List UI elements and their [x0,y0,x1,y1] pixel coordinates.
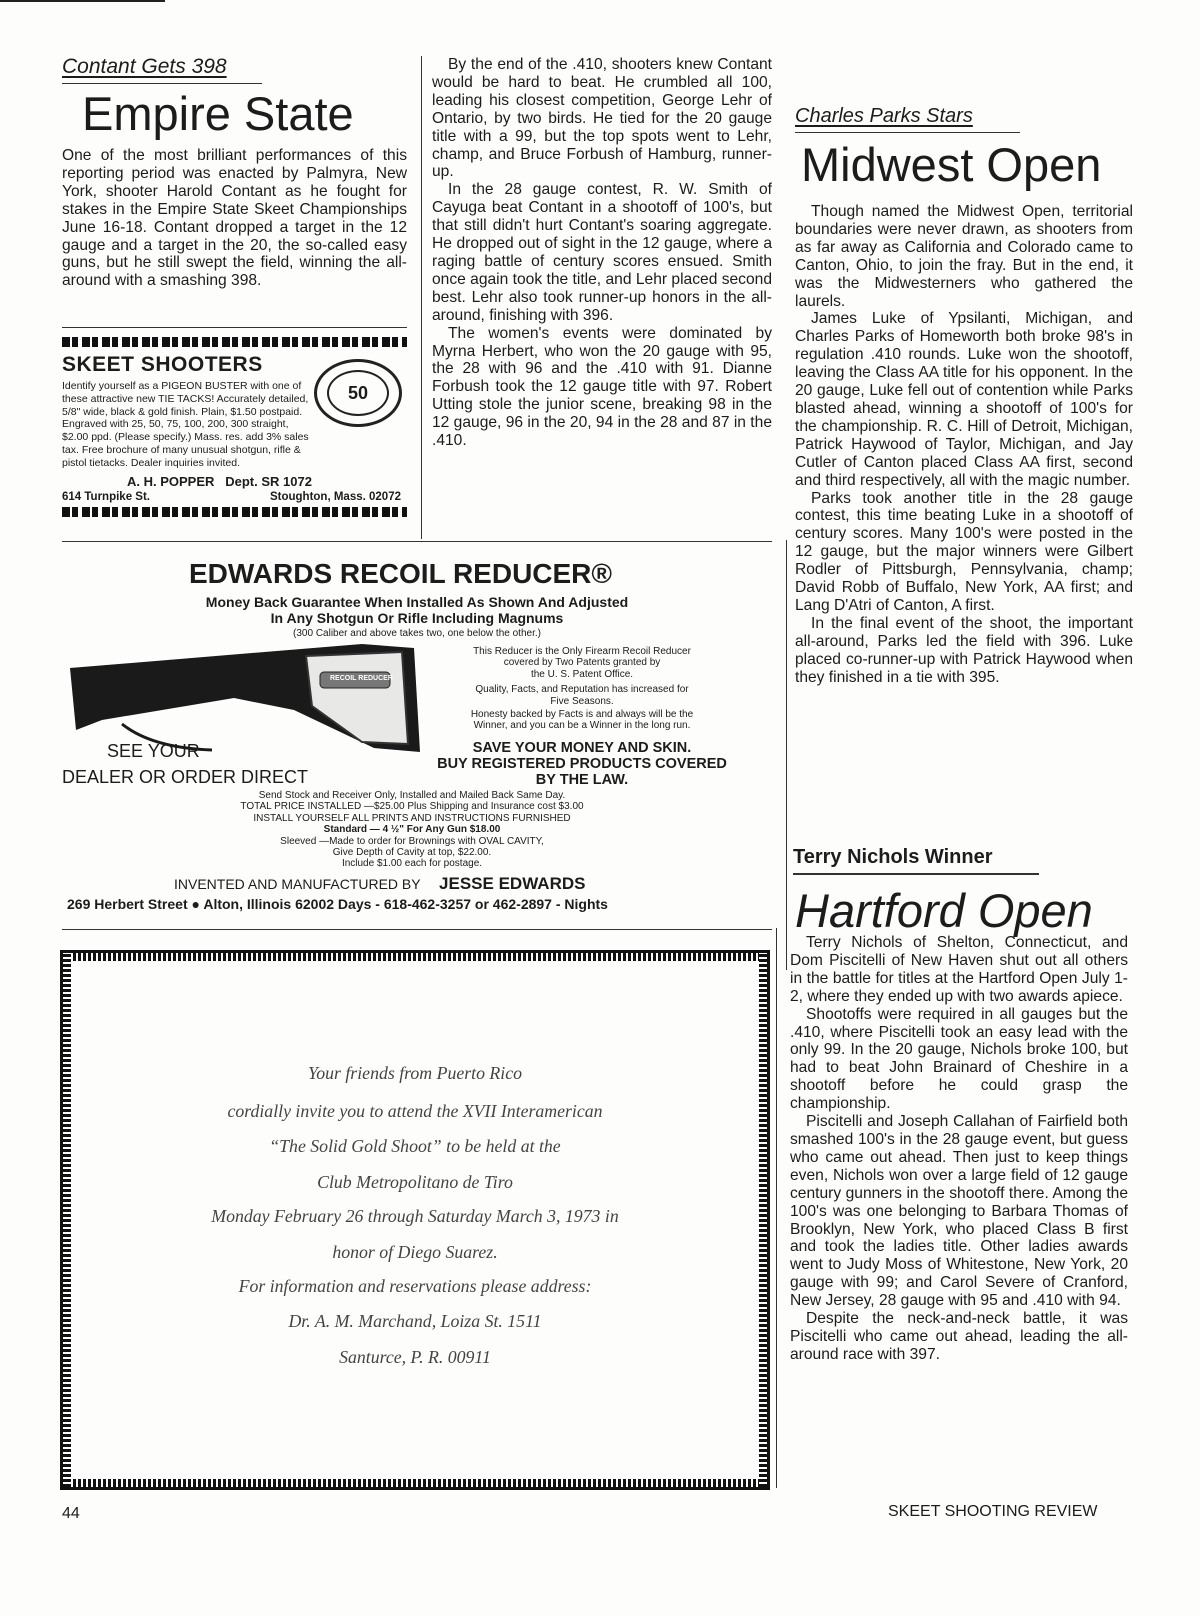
claim-7: Winner, and you can be a Winner in the long run. [473,720,691,732]
article-empire-state [62,55,422,140]
chain-border-top [62,337,407,347]
invitation-line-9: Santurce, P. R. 00911 [339,1347,491,1367]
column-rule-2 [786,540,787,970]
claim-1: This Reducer is the Only Firearm Recoil Reducer [473,646,691,657]
tie-tack-badge: 50 [327,370,389,416]
headline-hartford-open: Hartford Open [795,884,1093,937]
edwards-details [162,790,662,870]
edwards-ad-top-rule [62,541,772,542]
edwards-caliber-note: (300 Caliber and above takes two, one below the other.) [293,628,541,639]
article2-paragraph-2: James Luke of Ypsilanti, Michigan, and Charles Parks of Homeworth both broke 98's in regulation .410 rounds. Luke won the shootoff, leaving the Class AA title for his opponent. In the 20 gauge, Luke fell out of contention while Parks blasted ahead, winning a shootoff of 100's for the championship. R. C. Hill of Detroit, Michigan, Patrick Haywood of Taylor, Michigan, and Jay Cutler of Canton placed Class AA first, second and third respectively, all with the magic number. [795,310,1133,489]
see-your-text: SEE YOUR [107,741,200,761]
invitation-line-8: Dr. A. M. Marchand, Loiza St. 1511 [288,1311,542,1331]
edwards-ad-bottom-rule [62,929,772,930]
column-rule-3 [776,928,777,1488]
invitation-border-bottom [63,1479,767,1487]
claim-4: Quality, Facts, and Reputation has increased for [475,684,689,696]
invitation-line-2: cordially invite you to attend the XVII Interamerican [227,1101,603,1121]
article-midwest-open [795,105,1140,191]
invitation-border-top [63,953,767,961]
article1-col1-text [62,147,407,290]
article2-paragraph-1: Though named the Midwest Open, territorial boundaries were never drawn, as shooters from as far away as California and Colorado came to Canton, Ohio, to join the fray. But in the end, it was the Midwesterners who gathered the laurels. [795,203,1133,310]
detail-7: Include $1.00 each for postage. [341,858,483,870]
article-hartford-open [793,846,1138,937]
detail-5: Sleeved —Made to order for Brownings with OVAL CAVITY, [280,835,544,847]
article3-paragraph-3: Piscitelli and Joseph Callahan of Fairfield both smashed 100's in the 28 gauge event, but guess who came out ahead. Then just to keep things even, Nichols won over a large field of 12 gauge century gunners in the shootoff there. Among the 100's was one belonging to Barbara Thomas of Brooklyn, New York, who placed Class B first and took the ladies title. Other ladies awards went to Judy Moss of Whitestone, New York, 20 gauge with 99; and Carol Severe of Cranford, New Jersey, 28 gauge with 95 and .410 with 94. [790,1113,1128,1310]
skeet-ad-title: SKEET SHOOTERS [62,353,263,376]
dealer-text: DEALER OR ORDER DIRECT [62,767,309,787]
invitation-line-1: Your friends from Puerto Rico [307,1063,523,1083]
skeet-ad-street: 614 Turnpike St. [62,490,150,503]
article3-paragraph-2: Shootoffs were required in all gauges but the .410, where Piscitelli took an easy lead with the only 99. In the 20 gauge, Nichols broke 100, but had to beat John Brainard of Cheshire in a shootoff before he could grasp the championship. [790,1005,1128,1113]
detail-6: Give Depth of Cavity at top, $22.00. [332,847,492,859]
kicker3-underline [793,873,1039,875]
gun-stock-image [62,640,422,755]
invitation-line-4: Club Metropolitano de Tiro [317,1172,513,1192]
top-rule [0,0,165,2]
claim-3: the U. S. Patent Office. [530,668,634,680]
column-rule-1 [421,56,422,539]
headline-midwest-open: Midwest Open [801,138,1102,191]
detail-1: Send Stock and Receiver Only, Installed and Mailed Back Same Day. [258,790,566,801]
skeet-shooters-ad [62,337,407,540]
article1-paragraph-3: In the 28 gauge contest, R. W. Smith of Cayuga beat Contant in a shootoff of 100's, but that still didn't hurt Contant's soaring aggregate. He dropped out of sight in the 12 gauge, where a raging battle of century scores ensued. Smith once again took the title, and Lehr placed second best. Lehr also took runner-up honors in the all-around, finishing with 396. [432,181,772,324]
by-the-law-text: BY THE LAW. [535,772,629,788]
article3-text [790,934,1128,1364]
article2-paragraph-4: In the final event of the shoot, the important all-around, Parks led the field with 396. Luke placed co-runner-up with Patrick Haywood when they finished in a tie with 395. [795,614,1133,686]
claim-6: Honesty backed by Facts is and always will be the [470,709,694,721]
article2-text [795,203,1133,686]
article2-paragraph-3: Parks took another title in the 28 gauge contest, this time beating Luke in a shootoff of century scores. Many 100's were posted in the 12 gauge, but the major winners were Gilbert Rodler of Pittsburgh, Pennsylvania, champ; David Robb of Buffalo, New York, AA first; and Lang D'Atri of Canton, A first. [795,489,1133,614]
detail-3: INSTALL YOURSELF ALL PRINTS AND INSTRUCTIONS FURNISHED [253,812,571,824]
kicker-contant: Contant Gets 398 [62,55,227,78]
claim-2: covered by Two Patents granted by [503,657,661,669]
invitation-line-7: For information and reservations please address: [238,1276,592,1296]
kicker2-underline [795,132,1020,133]
kicker-underline [62,83,262,84]
article3-paragraph-4: Despite the neck-and-neck battle, it was Piscitelli who came out ahead, leading the all-around race with 397. [790,1310,1128,1363]
skeet-ad-top-rule [62,327,407,328]
kicker-terry-nichols: Terry Nichols Winner [793,846,993,868]
headline-empire-state: Empire State [82,87,354,140]
chain-border-bottom [62,507,407,517]
save-money-text: SAVE YOUR MONEY AND SKIN. [472,740,692,756]
article1-paragraph-2: By the end of the .410, shooters knew Contant would be hard to beat. He crumbled all 100, leading his closest competition, George Lehr of Ontario, by two birds. He tied for the 20 gauge title with a 99, but the top spots went to Lehr, champ, and Bruce Forbush of Hamburg, runner-up. [432,56,772,181]
tie-tack-image [314,359,402,427]
article1-paragraph-4: The women's events were dominated by Myrna Herbert, who won the 20 gauge with 95, the 28 with 96 and the .410 with 91. Dianne Forbush took the 12 gauge title with 97. Robert Utting stole the junior scene, breaking 98 in the 12 gauge, 96 in the 20, 94 in the 28 and 87 in the .410. [432,324,772,450]
detail-4: Standard — 4 ½" For Any Gun $18.00 [323,824,501,836]
edwards-recoil-ad [62,548,772,928]
detail-2: TOTAL PRICE INSTALLED —$25.00 Plus Shipping and Insurance cost $3.00 [240,801,584,813]
skeet-ad-company: A. H. POPPER Dept. SR 1072 [127,473,312,489]
invitation-line-5: Monday February 26 through Saturday March 3, 1973 in [211,1206,619,1226]
page-number: 44 [62,1505,80,1522]
kicker-charles-parks: Charles Parks Stars [795,105,973,127]
invented-by-text: INVENTED AND MANUFACTURED BY [174,876,421,892]
edwards-subtitle-1: Money Back Guarantee When Installed As Shown And Adjusted [205,594,629,610]
publication-name: SKEET SHOOTING REVIEW [888,1503,1098,1520]
skeet-ad-city: Stoughton, Mass. 02072 [269,490,401,503]
article1-col2-text [432,56,772,450]
buy-registered-text: BUY REGISTERED PRODUCTS COVERED [437,756,727,772]
article3-paragraph-1: Terry Nichols of Shelton, Connecticut, and Dom Piscitelli of New Haven shut out all others in the battle for titles at the Hartford Open July 1-2, where they ended up with two awards apiece. [790,934,1128,1005]
invitation-line-3: “The Solid Gold Shoot” to be held at the [269,1136,561,1156]
edwards-address: 269 Herbert Street ● Alton, Illinois 62002 Days - 618-462-3257 or 462-2897 - Nights [67,896,608,912]
edwards-inventor-line [174,874,585,894]
edwards-claims [422,646,742,732]
skeet-ad-address [62,491,407,503]
edwards-title: EDWARDS RECOIL REDUCER® [189,558,613,589]
article1-paragraph-1: One of the most brilliant performances of this reporting period was enacted by Palmyra, New York, shooter Harold Contant as he fought for stakes in the Empire State Skeet Championships June 16-18. Contant dropped a target in the 12 gauge and a target in the 20, the so-called easy guns, but he still swept the field, winning the all-around with a smashing 398. [62,147,407,290]
skeet-ad-body: Identify yourself as a PIGEON BUSTER with one of these attractive new TIE TACKS! Accurately detailed, 5/8" wide, black & gold finish. Plain, $1.50 postpaid. Engraved with 25, 50, 75, 100, 200, 300 straight, $2.00 ppd. (Please specify.) Mass. res. add 3% sales tax. Free brochure of many unusual shotgun, rifle & pistol tietacks. Dealer inquiries invited. [62,380,309,469]
claim-5: Five Seasons. [550,695,614,707]
invitation-box [60,950,770,1490]
invitation-line-6: honor of Diego Suarez. [332,1242,498,1262]
inventor-name: JESSE EDWARDS [439,874,586,893]
edwards-subtitle-2: In Any Shotgun Or Rifle Including Magnums [270,610,564,626]
stock-label: RECOIL REDUCER [330,675,393,682]
